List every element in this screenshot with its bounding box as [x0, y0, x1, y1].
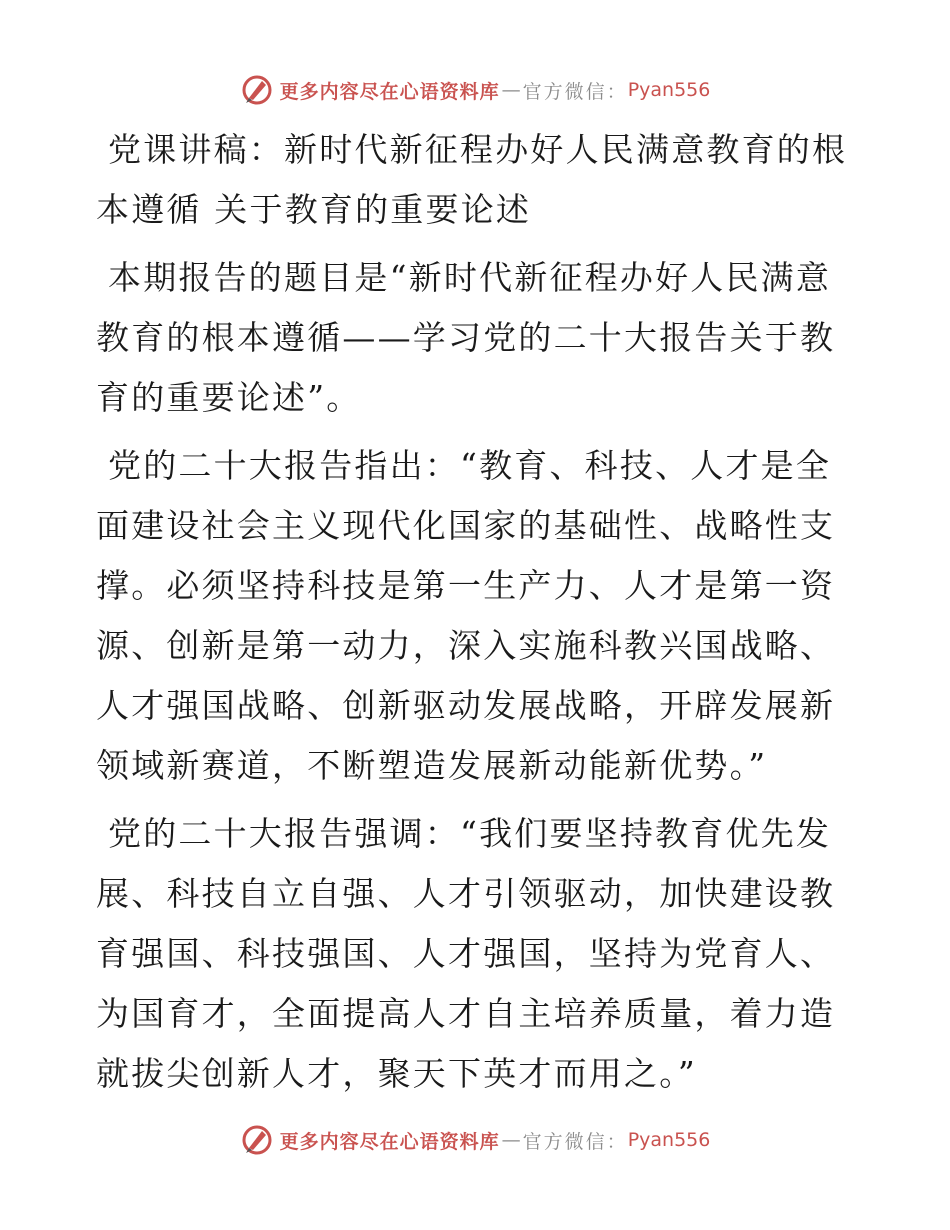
banner-text: 更多内容尽在心语资料库 — [279, 80, 500, 103]
banner-text: 更多内容尽在心语资料库 — [279, 1130, 500, 1153]
pen-nib-logo-icon — [240, 1123, 274, 1157]
banner-separator: — — [501, 79, 521, 101]
paragraph: 本期报告的题目是“新时代新征程办好人民满意教育的根本遵循——学习党的二十大报告关于教育的重要论述”。 — [96, 258, 836, 417]
banner-wechat-label: 官方微信： — [522, 1130, 628, 1153]
banner-separator: — — [501, 1129, 521, 1151]
footer-banner — [0, 1120, 950, 1160]
paragraph: 党的二十大报告指出：“教育、科技、人才是全面建设社会主义现代化国家的基础性、战略性支撑。必须坚持科技是第一生产力、人才是第一资源、创新是第一动力，深入实施科教兴国战略、人才强国战略、创新驱动发展战略，开辟发展新领域新赛道，不断塑造发展新动能新优势。” — [96, 446, 836, 785]
paragraph: 党的二十大报告强调：“我们要坚持教育优先发展、科技自立自强、人才引领驱动，加快建设教育强国、科技强国、人才强国，坚持为党育人、为国育才，全面提高人才自主培养质量，着力造就拔尖创新人才，聚天下英才而用之。” — [96, 814, 836, 1093]
document-title: 党课讲稿：新时代新征程办好人民满意教育的根本遵循 关于教育的重要论述 — [96, 130, 848, 229]
pen-nib-logo-icon — [240, 73, 274, 107]
banner-wechat-label: 官方微信： — [522, 80, 628, 103]
header-banner — [0, 70, 950, 110]
document-body — [96, 120, 856, 1112]
banner-wechat-id: Pyan556 — [627, 1129, 711, 1151]
banner-wechat-id: Pyan556 — [627, 79, 711, 101]
